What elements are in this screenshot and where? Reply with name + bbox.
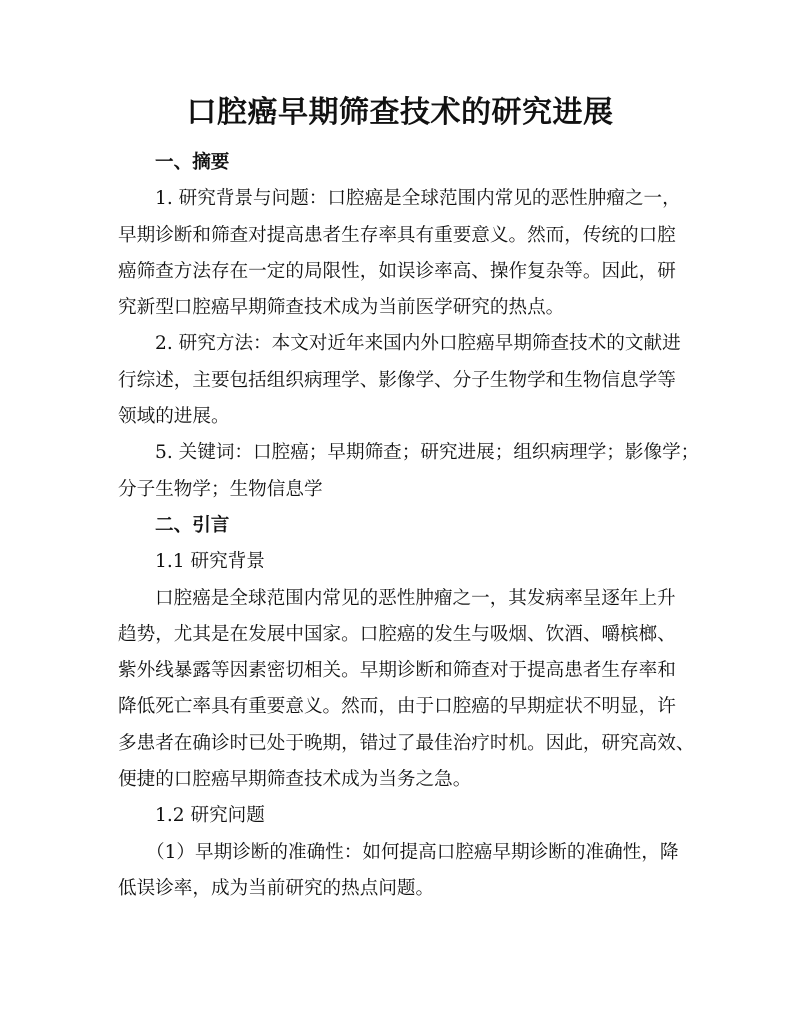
- intro-heading: 二、引言: [155, 514, 230, 536]
- text-line: 低误诊率，成为当前研究的热点问题。: [118, 877, 435, 899]
- text-line: 口腔癌是全球范围内常见的恶性肿瘤之一，其发病率呈逐年上升: [155, 587, 676, 609]
- paragraph-keywords: [118, 435, 698, 508]
- text-line: 癌筛查方法存在一定的局限性，如误诊率高、操作复杂等。因此，研: [118, 260, 676, 282]
- paragraph-question-1: [118, 835, 698, 908]
- text-line: 行综述，主要包括组织病理学、影像学、分子生物学和生物信息学等: [118, 369, 676, 391]
- text-line: （1）早期诊断的准确性：如何提高口腔癌早期诊断的准确性，降: [146, 841, 679, 863]
- paragraph-intro: [118, 581, 698, 799]
- subheading-questions: 1.2 研究问题: [155, 805, 265, 827]
- subheading-background: 1.1 研究背景: [155, 551, 265, 573]
- text-line: 领域的进展。: [118, 406, 230, 428]
- abstract-heading: 一、摘要: [155, 152, 230, 173]
- text-line: 紫外线暴露等因素密切相关。早期诊断和筛查对于提高患者生存率和: [118, 660, 676, 682]
- text-line: 1. 研究背景与问题：口腔癌是全球范围内常见的恶性肿瘤之一，: [155, 188, 681, 210]
- document-title: 口腔癌早期筛查技术的研究进展: [186, 95, 614, 130]
- text-line: 便捷的口腔癌早期筛查技术成为当务之急。: [118, 769, 472, 791]
- text-line: 究新型口腔癌早期筛查技术成为当前医学研究的热点。: [118, 297, 565, 319]
- paragraph-methods: [118, 326, 698, 435]
- document-body: [118, 145, 698, 907]
- paragraph-background: [118, 181, 698, 326]
- text-line: 分子生物学；生物信息学: [118, 478, 323, 500]
- text-line: 降低死亡率具有重要意义。然而，由于口腔癌的早期症状不明显，许: [118, 696, 676, 718]
- text-line: 早期诊断和筛查对提高患者生存率具有重要意义。然而，传统的口腔: [118, 224, 676, 246]
- text-line: 多患者在确诊时已处于晚期，错过了最佳治疗时机。因此，研究高效、: [118, 732, 695, 754]
- text-line: 2. 研究方法：本文对近年来国内外口腔癌早期筛查技术的文献进: [155, 333, 681, 355]
- text-line: 趋势，尤其是在发展中国家。口腔癌的发生与吸烟、饮酒、嚼槟榔、: [118, 623, 676, 645]
- text-line: 5. 关键词：口腔癌；早期筛查；研究进展；组织病理学；影像学；: [155, 442, 700, 464]
